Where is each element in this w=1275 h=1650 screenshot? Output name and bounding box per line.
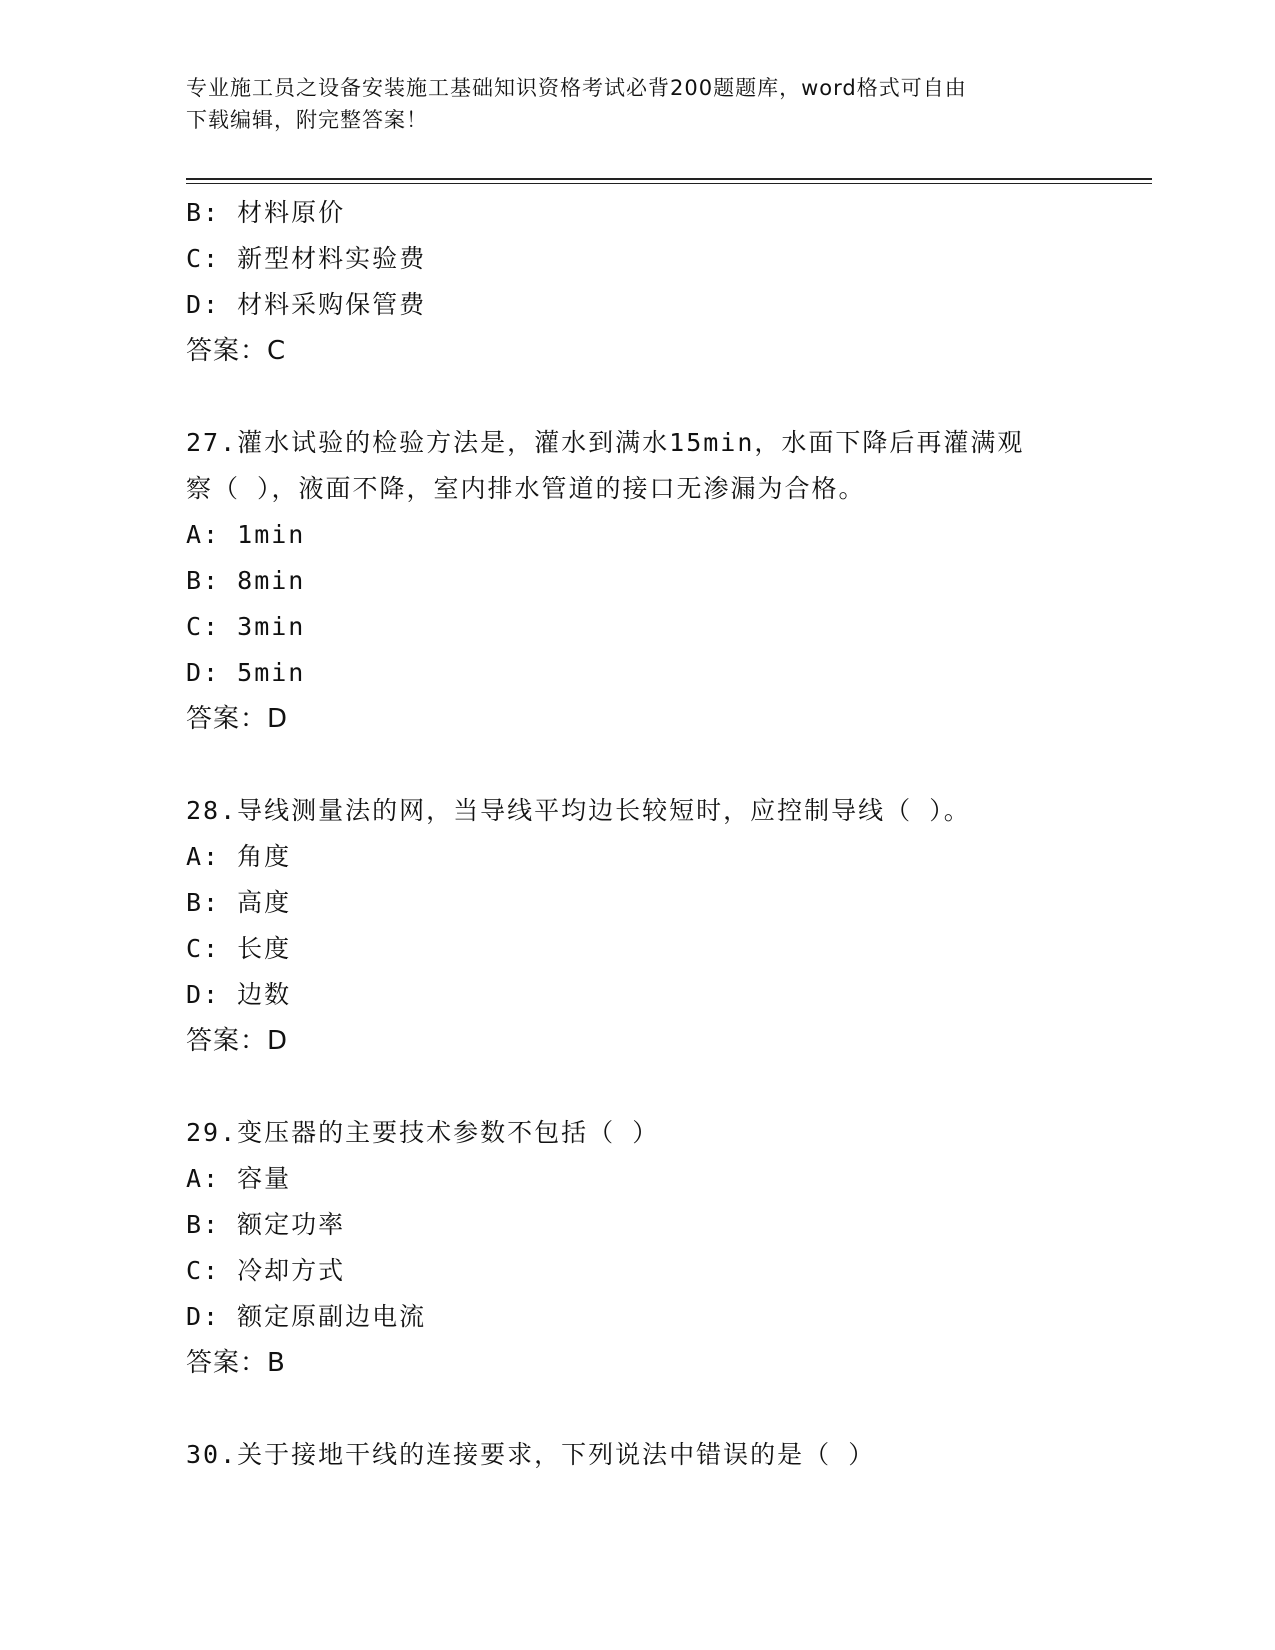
question-29	[186, 1110, 1152, 1386]
option-c: C: 冷却方式	[186, 1256, 346, 1285]
answer-line: 答案：D	[186, 1026, 289, 1056]
option-d: D: 边数	[186, 980, 292, 1009]
answer-line: 答案：D	[186, 704, 289, 734]
header-divider-thick	[186, 178, 1152, 180]
option-c: C: 长度	[186, 934, 292, 963]
question-30	[186, 1432, 1152, 1478]
option-b: B: 材料原价	[186, 198, 346, 227]
option-a: A: 1min	[186, 520, 306, 549]
question-spacer	[186, 1064, 1152, 1110]
option-d: D: 额定原副边电流	[186, 1302, 427, 1331]
option-b: B: 额定功率	[186, 1210, 346, 1239]
document-header	[186, 72, 1086, 136]
option-b: B: 8min	[186, 566, 306, 595]
question-27	[186, 420, 1152, 742]
option-c: C: 3min	[186, 612, 306, 641]
question-spacer	[186, 742, 1152, 788]
option-a: A: 容量	[186, 1164, 292, 1193]
header-line-1: 专业施工员之设备安装施工基础知识资格考试必背200题题库，word格式可自由	[186, 76, 967, 100]
header-line-2: 下载编辑，附完整答案！	[186, 108, 428, 132]
question-stem: 27.灌水试验的检验方法是，灌水到满水15min，水面下降后再灌满观	[186, 428, 1025, 457]
header-divider-thin	[186, 183, 1152, 184]
question-spacer	[186, 374, 1152, 420]
previous-question-tail	[186, 190, 1152, 374]
question-28	[186, 788, 1152, 1064]
answer-line: 答案：B	[186, 1348, 286, 1378]
question-stem: 察（ ），液面不降，室内排水管道的接口无渗漏为合格。	[186, 474, 866, 503]
question-stem: 29.变压器的主要技术参数不包括（ ）	[186, 1118, 660, 1147]
question-content	[186, 190, 1152, 1478]
option-c: C: 新型材料实验费	[186, 244, 427, 273]
question-stem: 30.关于接地干线的连接要求，下列说法中错误的是（ ）	[186, 1440, 876, 1469]
question-spacer	[186, 1386, 1152, 1432]
question-stem: 28.导线测量法的网，当导线平均边长较短时，应控制导线（ ）。	[186, 796, 971, 825]
answer-line: 答案：C	[186, 336, 287, 366]
option-a: A: 角度	[186, 842, 292, 871]
option-b: B: 高度	[186, 888, 292, 917]
option-d: D: 5min	[186, 658, 306, 687]
option-d: D: 材料采购保管费	[186, 290, 427, 319]
